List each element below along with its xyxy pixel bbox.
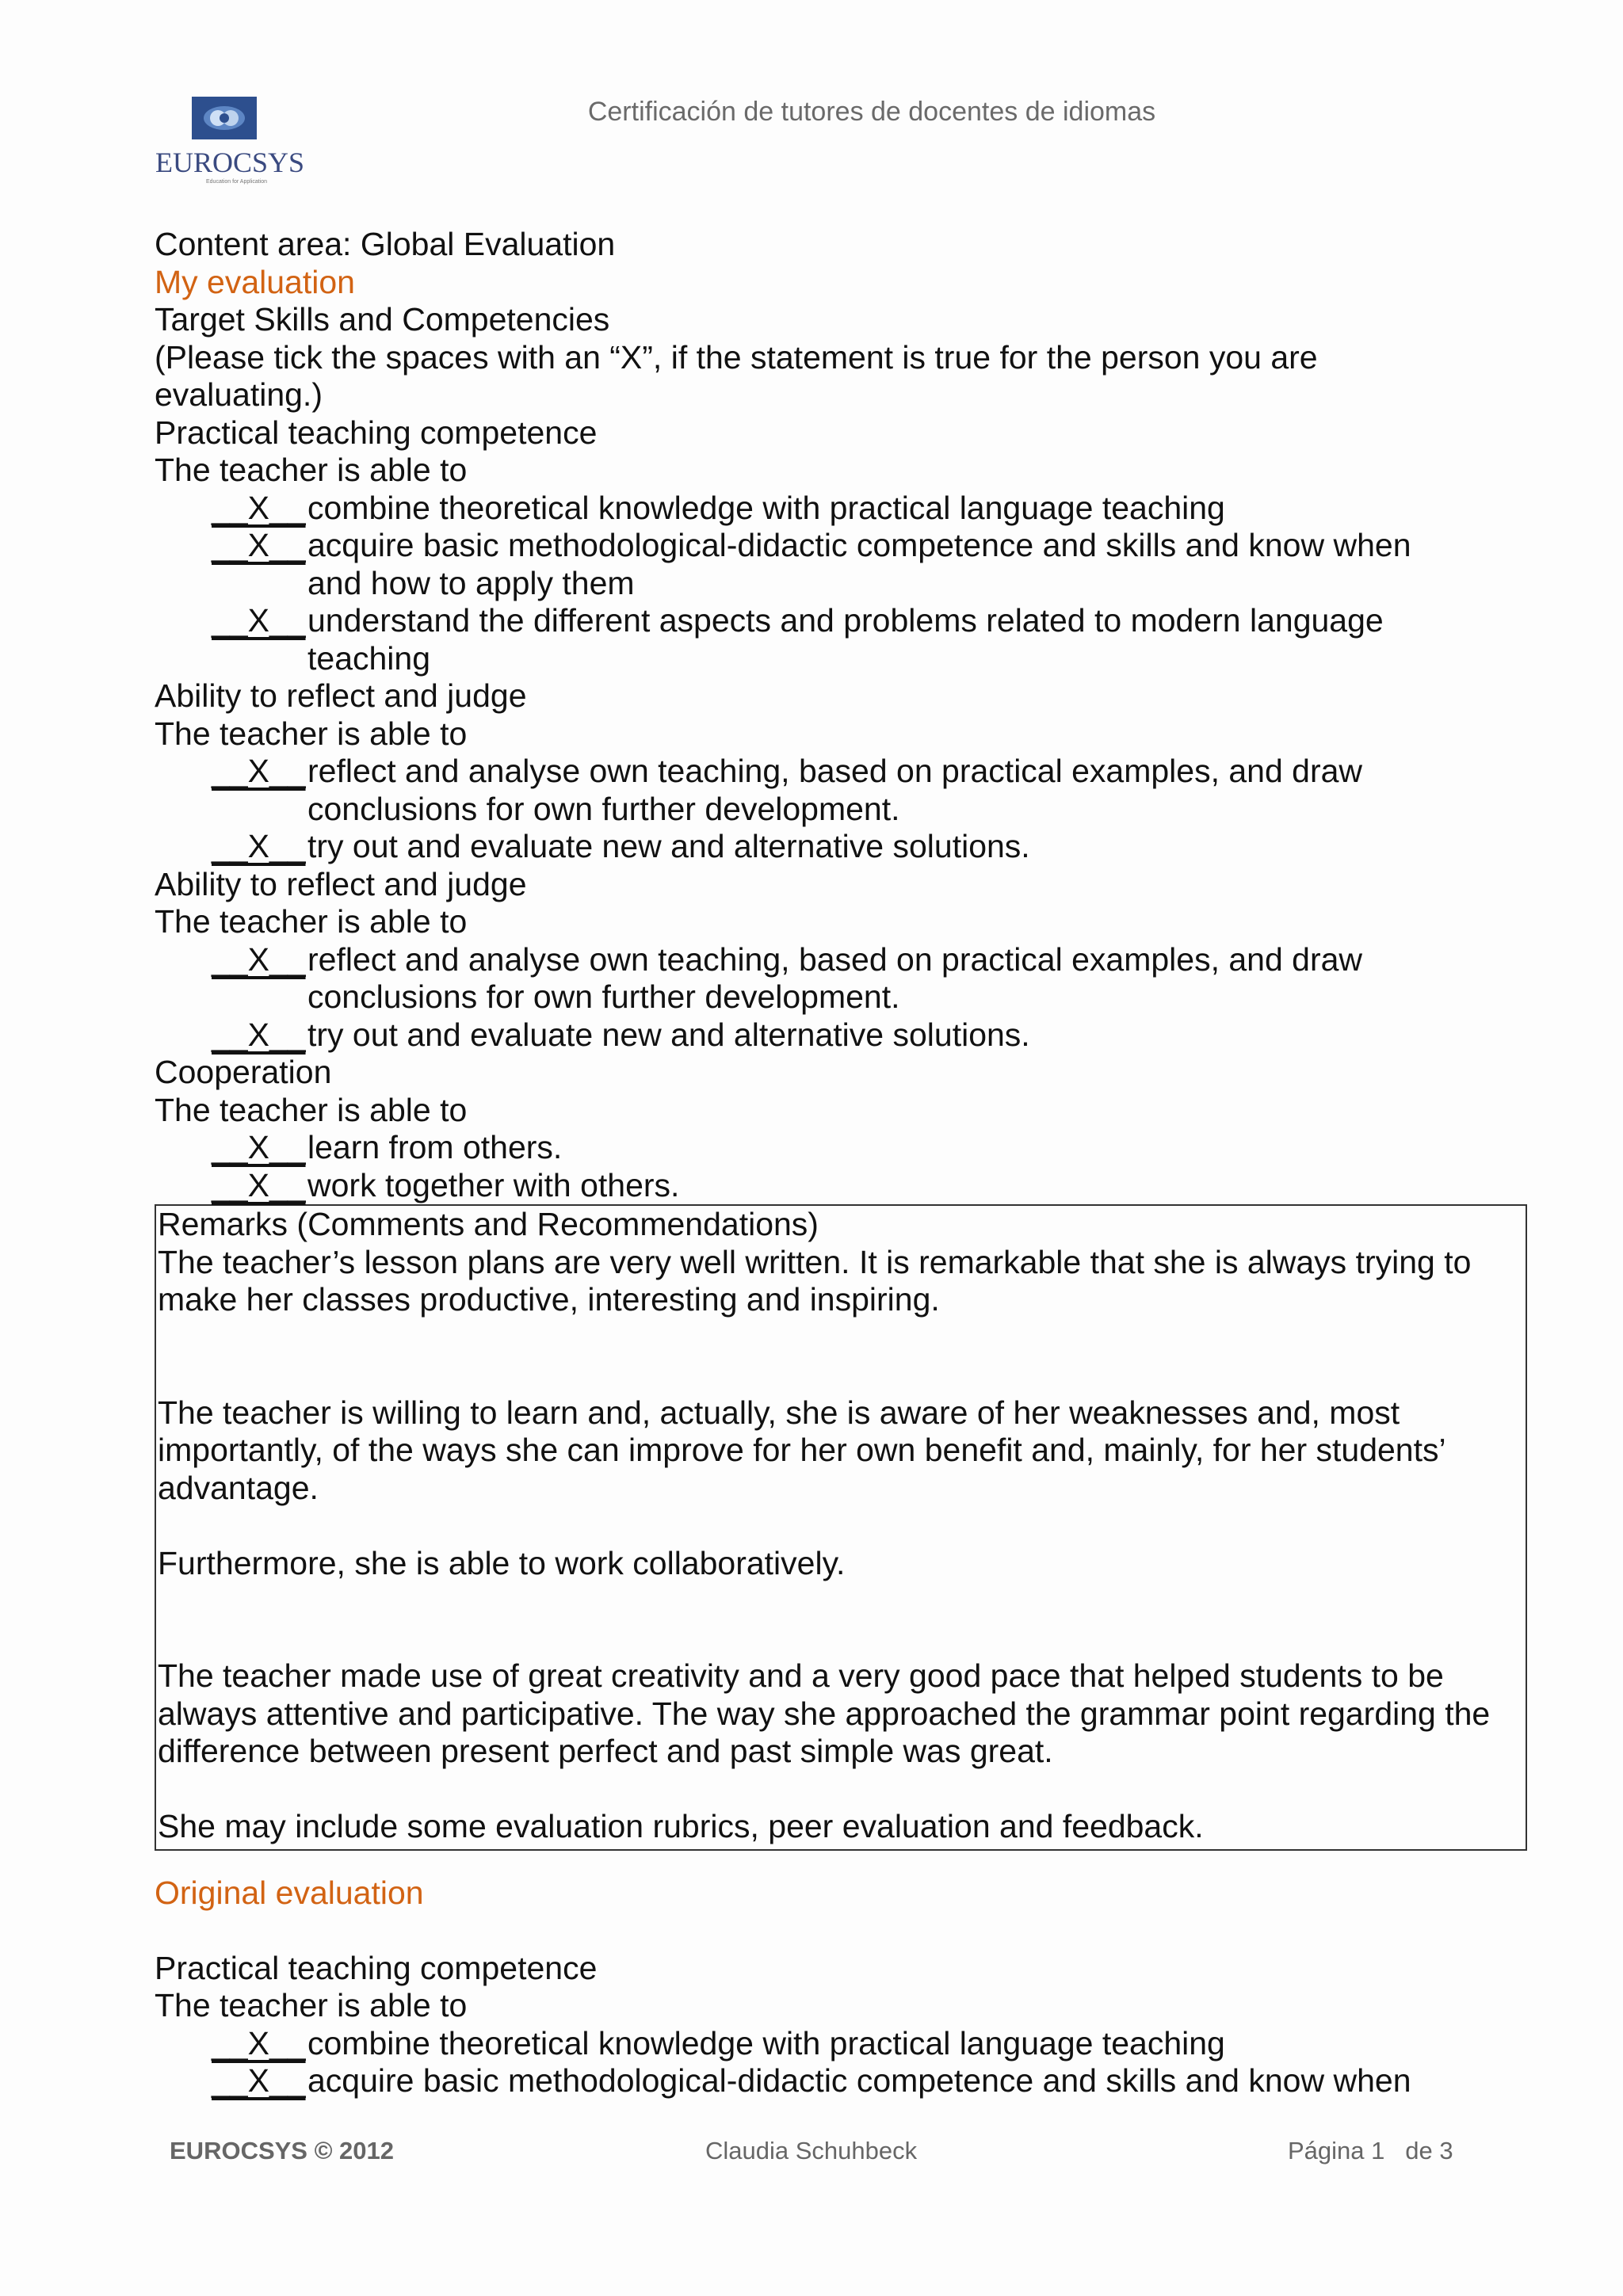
checklist-item [155,753,1533,828]
remarks-text: The teacher’s lesson plans are very well written. It is remarkable that she is always trying to [158,1243,1472,1280]
checklist-item [155,2025,1533,2063]
checklist-item [155,602,1533,677]
item-text-cont: and how to apply them [307,564,635,601]
checklist-item [155,941,1533,1016]
section-intro: The teacher is able to [155,452,468,488]
item-text: combine theoretical knowledge with practical language teaching [307,2024,1225,2061]
item-text: try out and evaluate new and alternative solutions. [307,828,1030,864]
check-mark: __X__ [212,489,306,526]
checklist-item [155,2062,1533,2100]
logo-tagline: Education for Application [206,179,268,185]
item-text: acquire basic methodological-didactic competence and skills and know when [307,2062,1411,2099]
checklist-item [155,828,1533,866]
instructions: (Please tick the spaces with an “X”, if the statement is true for the person you are [155,338,1318,376]
remarks-text: Furthermore, she is able to work collaboratively. [158,1544,846,1581]
footer-author: Claudia Schuhbeck [705,2137,918,2164]
check-mark: __X__ [212,828,306,864]
logo-wordmark: EUROCSYS [155,147,305,178]
section-title: Practical teaching competence [155,1949,598,1986]
section-intro: The teacher is able to [155,1987,468,2023]
section-title: Practical teaching competence [155,414,598,451]
item-text: acquire basic methodological-didactic competence and skills and know when [307,527,1411,563]
check-mark: __X__ [212,2062,306,2099]
item-text: reflect and analyse own teaching, based on practical examples, and draw [307,753,1363,789]
item-text: reflect and analyse own teaching, based on practical examples, and draw [307,940,1363,978]
footer-page-number: Página 1 de 3 [1288,2137,1453,2164]
checklist-item [155,490,1533,528]
item-text-cont: conclusions for own further development. [307,978,900,1015]
document-body [155,226,1533,2100]
check-mark: __X__ [212,940,306,978]
content-area: Content area: Global Evaluation [155,226,616,262]
check-mark: __X__ [212,2024,306,2061]
check-mark: __X__ [212,527,306,563]
remarks-text: The teacher is willing to learn and, actually, she is aware of her weaknesses and, most [158,1394,1400,1431]
item-text: learn from others. [307,1129,563,1165]
header-title: Certificación de tutores de docentes de idiomas [587,97,1156,127]
remarks-box [155,1204,1527,1851]
item-text-cont: teaching [307,639,431,677]
checklist-item [155,1016,1533,1055]
checklist-item [155,527,1533,602]
instructions-cont: evaluating.) [155,376,323,413]
item-text: try out and evaluate new and alternative solutions. [307,1016,1030,1053]
footer-copyright: EUROCSYS © 2012 [170,2137,395,2164]
target-skills-heading: Target Skills and Competencies [155,301,610,338]
section-title: Ability to reflect and judge [155,677,527,714]
check-mark: __X__ [212,753,306,789]
remarks-text: advantage. [158,1469,319,1506]
section-intro: The teacher is able to [155,903,468,940]
original-evaluation-heading: Original evaluation [155,1874,424,1911]
remarks-text: difference between present perfect and past simple was great. [158,1733,1053,1769]
checklist-item [155,1167,1533,1205]
section-intro: The teacher is able to [155,715,468,752]
remarks-text: importantly, of the ways she can improve for her own benefit and, mainly, for her students’ [158,1432,1446,1468]
remarks-text: always attentive and participative. The way she approached the grammar point regarding the [158,1695,1491,1732]
item-text: work together with others. [307,1166,680,1203]
check-mark: __X__ [212,1129,306,1165]
checklist-item [155,1129,1533,1167]
section-title: Ability to reflect and judge [155,865,527,902]
check-mark: __X__ [212,1016,306,1053]
item-text: understand the different aspects and problems related to modern language [307,602,1384,639]
my-evaluation-heading: My evaluation [155,263,355,300]
remarks-text: make her classes productive, interesting and inspiring. [158,1281,940,1318]
section-title: Cooperation [155,1054,332,1090]
section-intro: The teacher is able to [155,1091,468,1128]
remarks-text: She may include some evaluation rubrics, peer evaluation and feedback. [158,1808,1204,1844]
item-text-cont: conclusions for own further development. [307,790,900,827]
check-mark: __X__ [212,602,306,639]
check-mark: __X__ [212,1166,306,1203]
remarks-text: The teacher made use of great creativity and a very good pace that helped students to be [158,1657,1444,1694]
remarks-title: Remarks (Comments and Recommendations) [158,1206,819,1242]
item-text: combine theoretical knowledge with practical language teaching [307,489,1225,526]
